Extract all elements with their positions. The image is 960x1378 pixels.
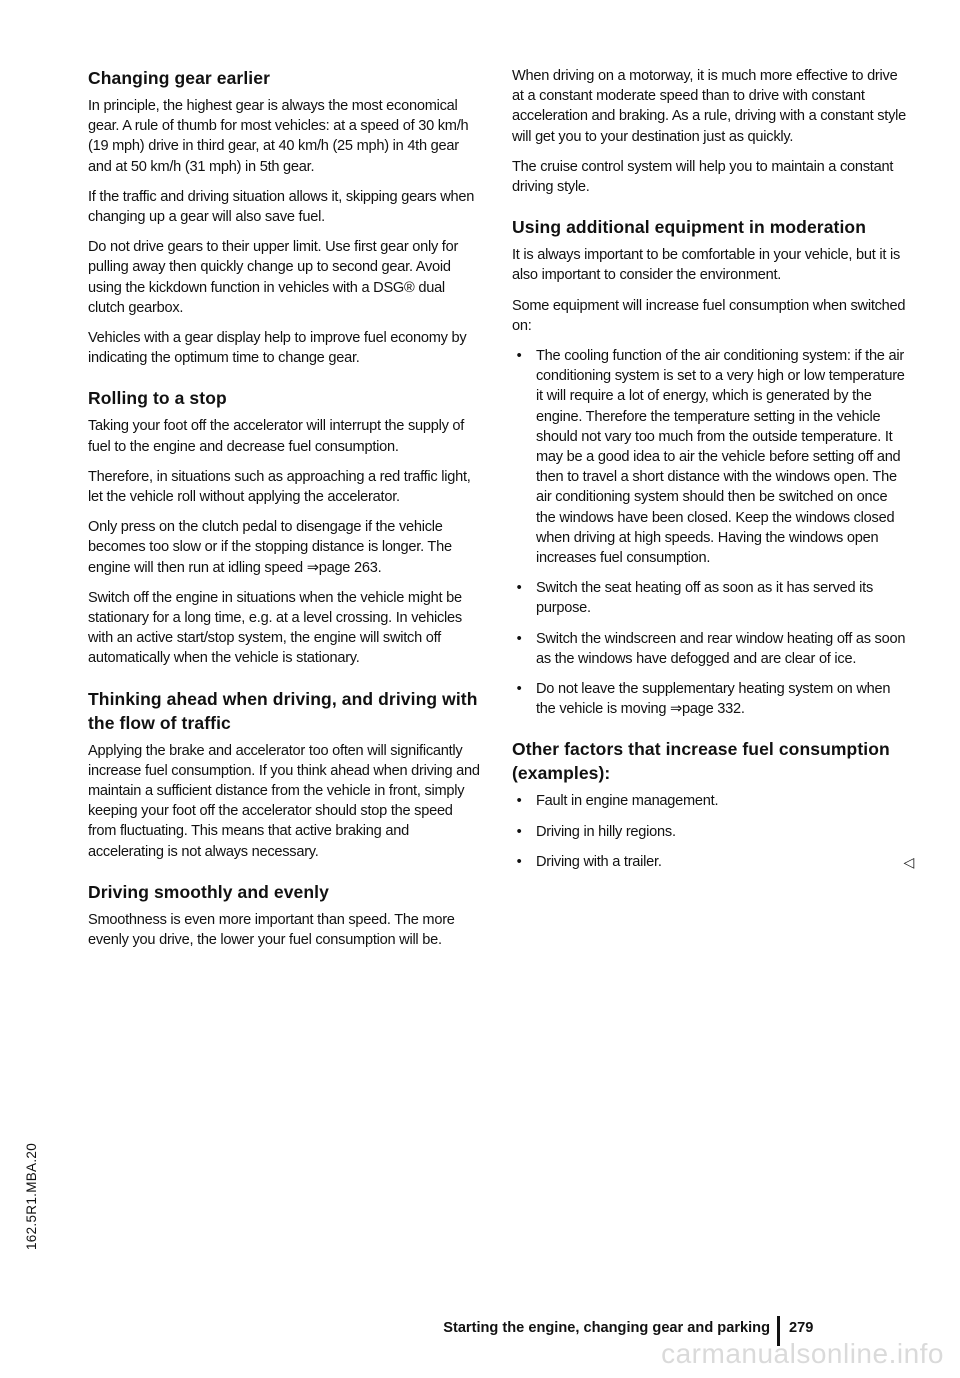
list-item (512, 346, 910, 568)
bullet-icon: • (516, 793, 522, 810)
heading-thinking-ahead: Thinking ahead when driving, and driving with the flow of traffic (88, 688, 478, 733)
list-item-text: Do not leave the supplementary heating system on when the vehicle is moving ⇒page 332. (536, 681, 891, 718)
list-item (512, 791, 910, 811)
list-item-text: Switch the seat heating off as soon as it has served its purpose. (536, 580, 873, 617)
bullet-icon: • (516, 823, 522, 840)
heading-other-factors: Other factors that increase fuel consumption (examples): (512, 739, 890, 784)
list-item-text: The cooling function of the air conditioning system: if the air conditioning system is set to a very high or low temperature it will require a lot of energy, which is generated by the engine. Therefore the temperature setting in the vehicle should not vary too much from the outside temperature. It may be a good idea to air the vehicle before setting off and then to travel a short distance with the windows open. The air conditioning system should then be switched on once the windows have been closed. Keep the windows closed when driving at high speeds. Having the windows open increases fuel consumption. (536, 348, 905, 567)
paragraph: Applying the brake and accelerator too often will significantly increase fuel consumption. If you think ahead when driving and maintain a sufficient distance from the vehicle in front, simply keeping your foot off the accelerator should stop the speed from fluctuating. This means that active braking and accelerating is not always necessary. (88, 742, 480, 860)
list-item (512, 578, 910, 618)
paragraph: When driving on a motorway, it is much more effective to drive at a constant moderate speed than to drive with constant acceleration and braking. As a rule, driving with a constant style will get you to your destination just as quickly. (512, 68, 906, 145)
list-item (512, 679, 910, 719)
document-code: 162.5R1.MBA.20 (24, 1142, 39, 1250)
heading-additional-equipment: Using additional equipment in moderation (512, 217, 867, 238)
heading-changing-gear-earlier: Changing gear earlier (88, 68, 271, 88)
footer-section-title: Starting the engine, changing gear and parking (443, 1320, 770, 1336)
left-column (88, 66, 480, 960)
end-of-section-icon: ◁ (903, 853, 914, 870)
bullet-icon: • (516, 348, 522, 365)
bullet-icon: • (516, 630, 522, 647)
page-number: 279 (789, 1320, 814, 1336)
paragraph: The cruise control system will help you to maintain a constant driving style. (512, 158, 894, 196)
paragraph: Only press on the clutch pedal to disengage if the vehicle becomes too slow or if the stopping distance is longer. The engine will then run at idling speed ⇒page 263. (88, 519, 452, 576)
right-column (512, 66, 914, 882)
paragraph: If the traffic and driving situation allows it, skipping gears when changing up a gear will also save fuel. (88, 188, 475, 226)
bullet-icon: • (516, 580, 522, 597)
paragraph: It is always important to be comfortable in your vehicle, but it is also important to consider the environment. (512, 247, 900, 284)
paragraph: Taking your foot off the accelerator will interrupt the supply of fuel to the engine and decrease fuel consumption. (88, 418, 465, 455)
paragraph: Smoothness is even more important than speed. The more evenly you drive, the lower your fuel consumption will be. (88, 911, 455, 949)
paragraph: In principle, the highest gear is always the most economical gear. A rule of thumb for most vehicles: at a speed of 30 km/h (19 mph) drive in third gear, at 40 km/h (25 mph) in 4th gear and at 50 km/h (31 mph) in 5th gear. (88, 98, 469, 175)
paragraph: Therefore, in situations such as approaching a red traffic light, let the vehicle roll without applying the accelerator. (88, 468, 471, 506)
list-item-text: Fault in engine management. (536, 793, 719, 810)
heading-driving-smoothly: Driving smoothly and evenly (88, 881, 329, 902)
heading-rolling-to-a-stop: Rolling to a stop (88, 388, 227, 409)
list-item-text: Driving in hilly regions. (536, 823, 676, 840)
bullet-icon: • (516, 853, 522, 870)
list-item (512, 852, 914, 872)
list-item (512, 629, 910, 669)
list-item-text: Driving with a trailer. (536, 853, 662, 870)
paragraph: Do not drive gears to their upper limit. Use first gear only for pulling away then quickly change up to second gear. Avoid using the kickdown function in vehicles with a DSG® dual clutch gearbox. (88, 239, 459, 316)
paragraph: Vehicles with a gear display help to improve fuel economy by indicating the optimum time to change gear. (88, 330, 467, 367)
watermark: carmanualsonline.info (661, 1338, 944, 1369)
paragraph: Switch off the engine in situations when the vehicle might be stationary for a long time, e.g. at a level crossing. In vehicles with an active start/stop system, the engine will switch off automatically when the vehicle is stationary. (88, 589, 462, 667)
list-item-text: Switch the windscreen and rear window heating off as soon as the windows have defogged and are clear of ice. (536, 630, 906, 667)
list-item (512, 822, 910, 842)
bullet-icon: • (516, 681, 522, 698)
paragraph: Some equipment will increase fuel consumption when switched on: (512, 297, 906, 334)
